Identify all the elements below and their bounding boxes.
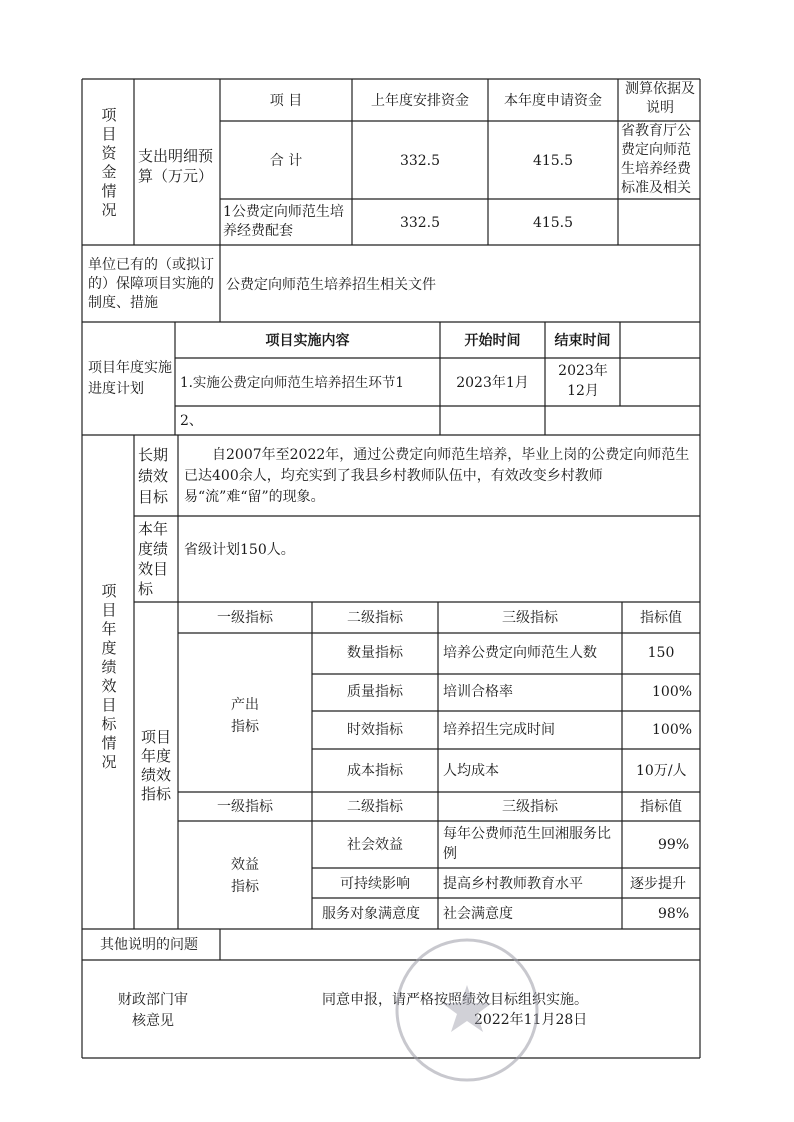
header-item: 项 目 <box>269 93 303 109</box>
fund-section-label: 项目资金情况 <box>101 106 117 219</box>
benefit-row2-level2: 可持续影响 <box>340 876 410 892</box>
perf-header-level2: 二级指标 <box>347 610 403 626</box>
perf-header2-level3: 三级指标 <box>502 799 558 815</box>
header-basis: 测算依据及说明 <box>625 81 695 116</box>
schedule-label: 项目年度实施进度计划 <box>88 360 172 397</box>
benefit-row1-value: 99% <box>658 837 690 853</box>
output-row2-value: 100% <box>652 684 693 700</box>
total-last-year: 332.5 <box>399 153 441 169</box>
long-term-label: 长期绩效目标 <box>138 446 169 506</box>
detail-budget-label: 支出明细预算（万元） <box>138 147 214 185</box>
schedule-header-start: 开始时间 <box>464 333 521 349</box>
output-row1-value: 150 <box>647 645 675 661</box>
output-row2-level3: 培训合格率 <box>443 684 513 700</box>
benefit-row2-value: 逐步提升 <box>630 876 686 892</box>
perf-header-value: 指标值 <box>640 610 682 626</box>
benefit-row1-level3: 每年公费师范生回湘服务比例 <box>443 826 611 862</box>
output-row4-level2: 成本指标 <box>347 763 403 779</box>
output-row1-level3: 培养公费定向师范生人数 <box>443 645 597 661</box>
total-label: 合 计 <box>269 153 303 169</box>
perf-header2-value: 指标值 <box>640 799 682 815</box>
schedule-header-content: 项目实施内容 <box>265 333 350 349</box>
output-row2-level2: 质量指标 <box>347 684 403 700</box>
schedule-row2-content: 2、 <box>180 413 203 429</box>
output-row4-level3: 人均成本 <box>443 763 499 779</box>
review-date: 2022年11月28日 <box>474 1012 588 1028</box>
schedule-row1-content: 1.实施公费定向师范生培养招生环节1 <box>180 375 404 391</box>
benefit-indicator-label: 效益指标 <box>231 857 259 895</box>
schedule-row1-start: 2023年1月 <box>456 375 529 391</box>
measures-label: 单位已有的（或拟订的）保障项目实施的制度、措施 <box>88 257 214 311</box>
benefit-row1-level2: 社会效益 <box>347 837 403 853</box>
other-notes-label: 其他说明的问题 <box>100 937 198 953</box>
perf-header2-level2: 二级指标 <box>347 799 403 815</box>
long-term-text: 自2007年至2022年，通过公费定向师范生培养，毕业上岗的公费定向师范生已达400余人，均充实到了我县乡村教师队伍中，有效改变乡村教师易“流”难“留”的现象。 <box>184 447 690 505</box>
schedule-header-end: 结束时间 <box>554 333 611 349</box>
item-this-year: 415.5 <box>532 215 574 231</box>
benefit-row2-level3: 提高乡村教师教育水平 <box>443 876 583 892</box>
benefit-row3-level2: 服务对象满意度 <box>322 906 420 922</box>
indicator-label: 项目年度绩效指标 <box>140 728 171 803</box>
output-row4-value: 10万/人 <box>636 763 687 779</box>
performance-section-label: 项目年度绩效目标情况 <box>101 582 117 771</box>
official-seal-stamp <box>392 935 542 1085</box>
perf-header2-level1: 一级指标 <box>217 799 273 815</box>
total-this-year: 415.5 <box>532 153 574 169</box>
perf-header-level1: 一级指标 <box>217 610 273 626</box>
benefit-row3-value: 98% <box>658 906 690 922</box>
annual-target-label: 本年度绩效目标 <box>138 520 169 598</box>
schedule-row1-end: 2023年12月 <box>558 363 608 399</box>
annual-target-text: 省级计划150人。 <box>184 542 295 558</box>
output-indicator-label: 产出指标 <box>231 697 259 735</box>
measures-value: 公费定向师范生培养招生相关文件 <box>226 277 436 293</box>
output-row3-level2: 时效指标 <box>347 722 403 738</box>
output-row1-level2: 数量指标 <box>347 645 403 661</box>
output-row3-value: 100% <box>652 722 693 738</box>
basis-text: 省教育厅公费定向师范生培养经费标准及相关 <box>621 123 691 196</box>
header-last-year: 上年度安排资金 <box>371 93 469 109</box>
review-text: 同意申报，请严格按照绩效目标组织实施。 <box>322 992 588 1008</box>
output-row3-level3: 培养招生完成时间 <box>443 722 555 738</box>
item-label: 1公费定向师范生培养经费配套 <box>223 204 344 239</box>
header-this-year: 本年度申请资金 <box>504 93 602 109</box>
benefit-row3-level3: 社会满意度 <box>443 906 513 922</box>
review-label: 财政部门审核意见 <box>118 992 188 1029</box>
perf-header-level3: 三级指标 <box>502 610 558 626</box>
item-last-year: 332.5 <box>399 215 441 231</box>
